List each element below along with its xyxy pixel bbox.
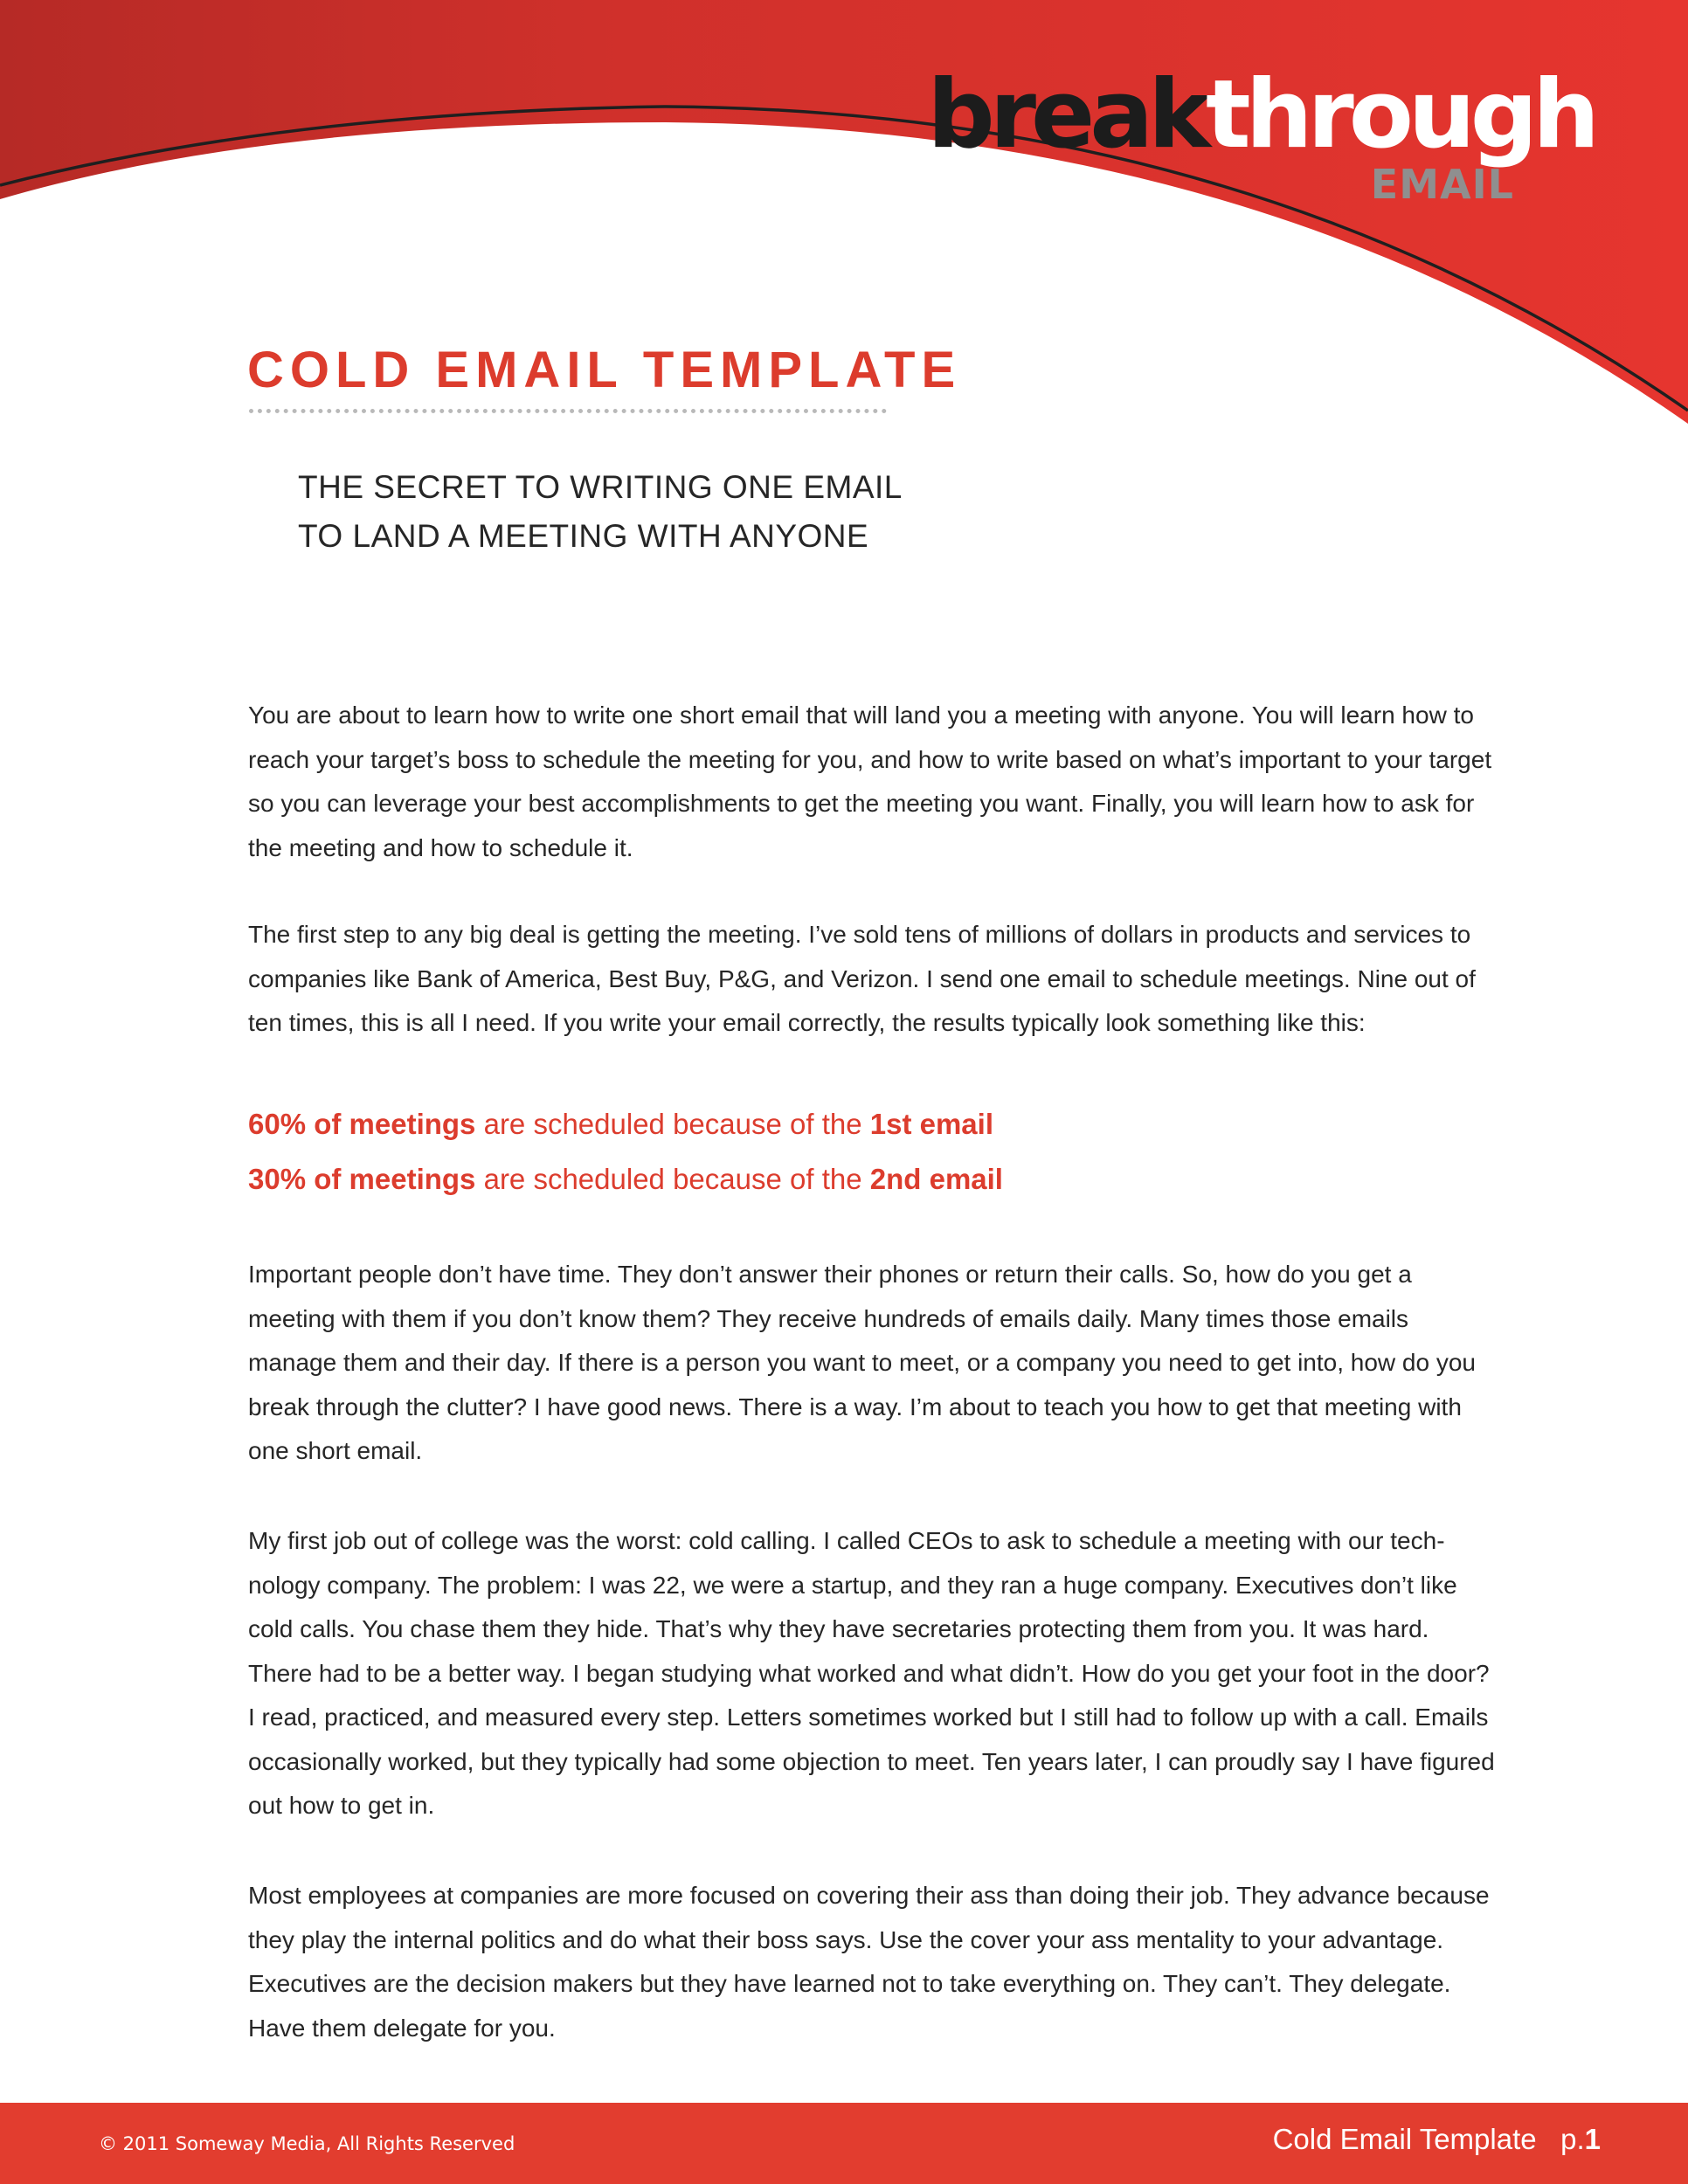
- footer-page-number: 1: [1584, 2123, 1601, 2155]
- footer-copyright: © 2011 Someway Media, All Rights Reserved: [99, 2133, 515, 2154]
- logo-subtitle: EMAIL: [1370, 161, 1514, 208]
- footer-doc-name: Cold Email Template: [1272, 2123, 1537, 2155]
- body-paragraph-important-people: Important people don’t have time. They don’t answer their phones or return their calls. So, how do you get a meeting with them if you don’t know them? They receive hundreds of emails daily. Many times those emails manage them and their day. If there is a person you want to meet, or a company you need to get into, how do you break through the clutter? I have good news. There is a way. I’m about to teach you how to get that meeting with one short email.: [248, 1261, 1476, 1464]
- body-paragraph-first-job: My first job out of college was the worst: cold calling. I called CEOs to ask to schedule a meeting with our tech-nology company. The problem: I was 22, we were a startup, and they ran a huge company. Executives don’t like cold calls. You chase them they hide. That’s why they have secretaries protecting them from you. It was hard. There had to be a better way. I began studying what worked and what didn’t. How do you get your foot in the door? I read, practiced, and measured every step. Letters sometimes worked but I still had to follow up with a call. Emails occasionally worked, but they typically had some objection to meet. Ten years later, I can proudly say I have figured out how to get in.: [248, 1527, 1495, 1819]
- stat-percent: 30% of meetings: [248, 1163, 476, 1195]
- stat-line-first-email: [248, 1096, 1003, 1151]
- page-subtitle: [298, 463, 903, 561]
- body-paragraph-intro: You are about to learn how to write one short email that will land you a meeting with anyone. You will learn how to reach your target’s boss to schedule the meeting for you, and how to write based on what’s important to your target so you can leverage your best accomplishments to get the meeting you want. Finally, you will learn how to ask for the meeting and how to schedule it.: [248, 702, 1492, 861]
- footer-page-label: [1273, 2123, 1601, 2156]
- logo-word-through: through: [1205, 60, 1595, 169]
- stat-text: are scheduled because of the: [475, 1163, 870, 1195]
- stat-email: 2nd email: [869, 1163, 1003, 1195]
- title-dotted-divider: [249, 409, 887, 413]
- subtitle-line-2: TO LAND A MEETING WITH ANYONE: [298, 518, 869, 554]
- body-paragraph-first-step: The first step to any big deal is getting the meeting. I’ve sold tens of millions of dollars in products and services to companies like Bank of America, Best Buy, P&G, and Verizon. I send one email to schedule meetings. Nine out of ten times, this is all I need. If you write your email correctly, the results typically look something like this:: [248, 921, 1476, 1036]
- page-title: COLD EMAIL TEMPLATE: [247, 342, 962, 398]
- footer-bar: [0, 2103, 1688, 2184]
- stat-text: are scheduled because of the: [475, 1108, 870, 1140]
- subtitle-line-1: THE SECRET TO WRITING ONE EMAIL: [298, 469, 903, 505]
- meeting-stats: [248, 1096, 1003, 1206]
- brand-logo: [927, 60, 1595, 208]
- stat-line-second-email: [248, 1151, 1003, 1206]
- body-paragraph-employees: Most employees at companies are more focused on covering their ass than doing their job. They advance because they play the internal politics and do what their boss says. Use the cover your ass mentality to your advantage. Executives are the decision makers but they have learned not to take everything on. They can’t. They delegate. Have them delegate for you.: [248, 1882, 1490, 2042]
- stat-percent: 60% of meetings: [248, 1108, 476, 1140]
- logo-wordmark: [927, 60, 1595, 169]
- logo-word-break: break: [927, 60, 1206, 169]
- footer-page-prefix: p.: [1560, 2123, 1585, 2155]
- stat-email: 1st email: [869, 1108, 993, 1140]
